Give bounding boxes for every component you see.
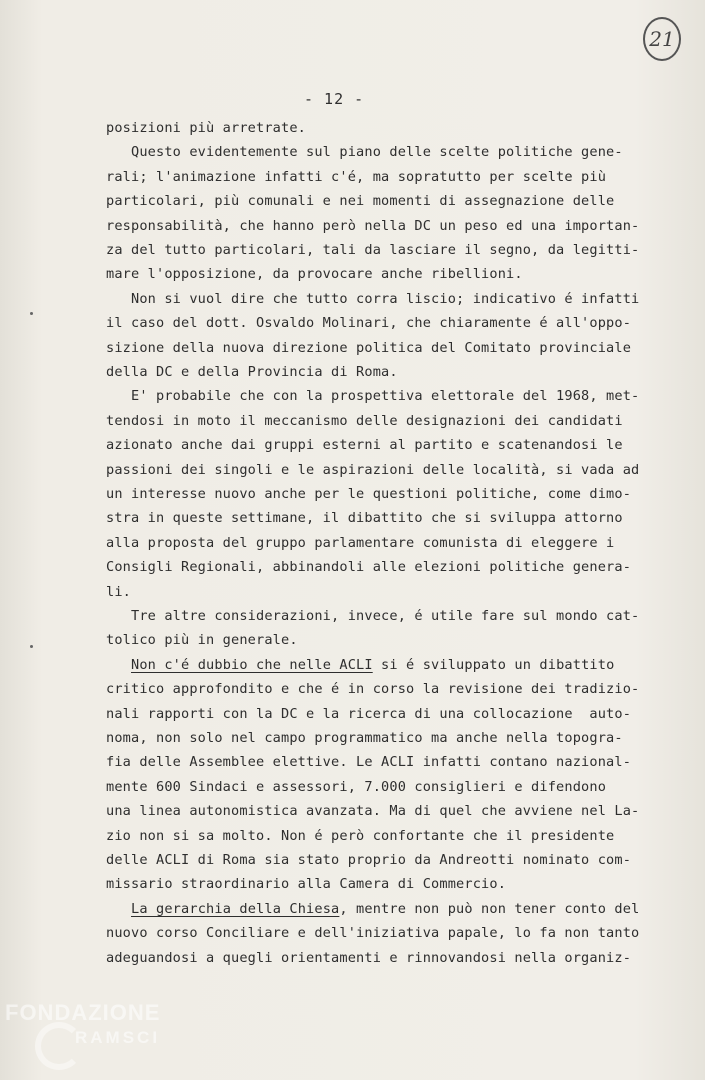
text-line: li.	[106, 583, 132, 600]
watermark-g-logo	[35, 1022, 83, 1070]
text-line: critico approfondito e che é in corso la revisione dei tradizio-	[106, 681, 640, 698]
text-line: tolico più in generale.	[106, 632, 298, 649]
text-line: E' probabile che con la prospettiva elettorale del 1968, met-	[106, 388, 640, 405]
text-line: tendosi in moto il meccanismo delle designazioni dei candidati	[106, 412, 623, 429]
text-line: passioni dei singoli e le aspirazioni delle località, si vada ad	[106, 461, 640, 478]
text-line: un interesse nuovo anche per le questioni politiche, come dimo-	[106, 486, 632, 502]
text-line: una linea autonomistica avanzata. Ma di quel che avviene nel La-	[106, 803, 640, 820]
text-line: Non si vuol dire che tutto corra liscio; indicativo é infatti	[106, 290, 640, 307]
text-line: za del tutto particolari, tali da lasciare il segno, da legitti-	[106, 242, 640, 258]
margin-mark	[30, 312, 33, 315]
watermark-line-2: RAMSCI	[75, 1028, 161, 1047]
text-line: responsabilità, che hanno però nella DC un peso ed una importan-	[106, 217, 640, 234]
text-line	[106, 655, 614, 675]
text-span: si é sviluppato un dibattito	[372, 656, 615, 673]
text-line: sizione della nuova direzione politica del Comitato provinciale	[106, 339, 632, 356]
fondazione-gramsci-watermark	[5, 1000, 215, 1048]
text-line: fia delle Assemblee elettive. Le ACLI infatti contano nazional-	[106, 754, 632, 771]
text-line: alla proposta del gruppo parlamentare comunista di eleggere i	[106, 534, 615, 551]
text-line: nuovo corso Conciliare e dell'iniziativa papale, lo fa non tanto	[106, 925, 640, 942]
text-line: particolari, più comunali e nei momenti di assegnazione delle	[106, 193, 615, 210]
text-line	[106, 899, 639, 919]
underlined-phrase: La gerarchia della Chiesa	[131, 900, 340, 917]
text-line: zio non si sa molto. Non é però confortante che il presidente	[106, 827, 615, 844]
page-number: - 12 -	[304, 90, 365, 108]
text-line: posizioni più arretrate.	[106, 120, 307, 136]
archive-stamp: 21	[643, 17, 681, 61]
text-line: stra in queste settimane, il dibattito che si sviluppa attorno	[106, 510, 623, 527]
text-line: adeguandosi a quegli orientamenti e rinnovandosi nella organiz-	[106, 949, 632, 966]
text-line: della DC e della Provincia di Roma.	[106, 364, 398, 380]
text-line: noma, non solo nel campo programmatico ma anche nella topogra-	[106, 730, 623, 746]
text-line: Questo evidentemente sul piano delle scelte politiche gene-	[106, 144, 623, 161]
text-line: il caso del dott. Osvaldo Molinari, che chiaramente é all'oppo-	[106, 315, 632, 332]
margin-mark	[30, 645, 33, 648]
text-line: mente 600 Sindaci e assessori, 7.000 consiglieri e difendono	[106, 778, 607, 795]
text-line: nali rapporti con la DC e la ricerca di una collocazione auto-	[106, 705, 632, 722]
text-line: rali; l'animazione infatti c'é, ma sopratutto per scelte più	[106, 168, 607, 185]
watermark-line-1: FONDAZIONE	[5, 1000, 161, 1025]
text-line: azionato anche dai gruppi esterni al partito e scatenandosi le	[106, 437, 623, 454]
text-line: missario straordinario alla Camera di Commercio.	[106, 876, 507, 893]
text-line: Tre altre considerazioni, invece, é utile fare sul mondo cat-	[106, 608, 640, 624]
text-line: mare l'opposizione, da provocare anche ribellioni.	[106, 266, 523, 283]
text-line: delle ACLI di Roma sia stato proprio da Andreotti nominato com-	[106, 852, 632, 868]
text-line: Consigli Regionali, abbinandoli alle elezioni politiche genera-	[106, 559, 632, 576]
underlined-phrase: Non c'é dubbio che nelle ACLI	[131, 656, 373, 673]
text-span: , mentre non può non tener conto del	[339, 900, 640, 917]
